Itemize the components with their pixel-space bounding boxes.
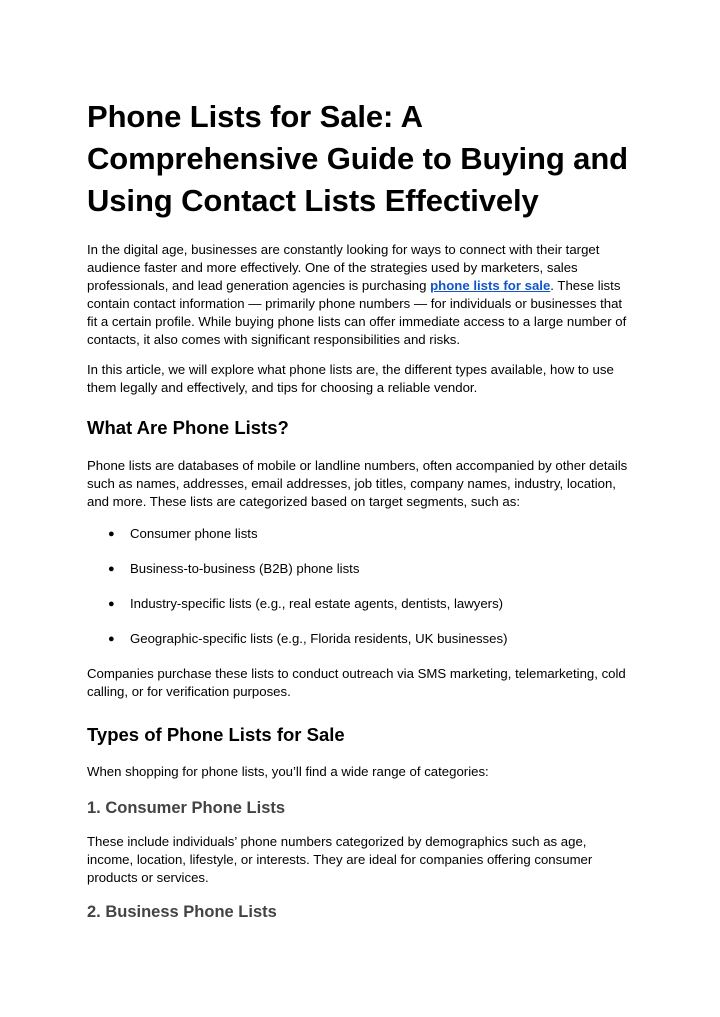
subheading-consumer-phone-lists: 1. Consumer Phone Lists — [87, 799, 286, 817]
types-intro-paragraph: When shopping for phone lists, you’ll find a wide range of categories: — [87, 764, 489, 779]
page-title: Phone Lists for Sale: A Comprehensive Guide to Buying and Using Contact Lists Effectively — [87, 99, 628, 218]
bullet-icon: ● — [108, 633, 115, 645]
intro-paragraph — [87, 241, 635, 349]
bullet-icon: ● — [108, 563, 115, 575]
document-page — [87, 96, 635, 923]
consumer-phone-lists-paragraph: These include individuals’ phone numbers categorized by demographics such as age, income, location, lifestyle, or interests. They are ideal for companies offering consumer products or services. — [87, 834, 593, 885]
list-item — [87, 525, 635, 543]
section-heading-types: Types of Phone Lists for Sale — [87, 724, 345, 745]
bullet-icon: ● — [108, 528, 115, 540]
purchase-purpose-paragraph: Companies purchase these lists to conduct outreach via SMS marketing, telemarketing, cold calling, or for verification purposes. — [87, 666, 626, 699]
list-item — [87, 560, 635, 578]
section-heading-what-are-phone-lists: What Are Phone Lists? — [87, 417, 289, 438]
what-are-phone-lists-paragraph: Phone lists are databases of mobile or landline numbers, often accompanied by other details such as names, addresses, email addresses, job titles, company names, industry, location, and more. These lists are categorized based on target segments, such as: — [87, 458, 628, 509]
intro-text-before-link: In the digital age, businesses are constantly looking for ways to connect with their target audience faster and more effectively. One of the strategies used by marketers, sales professionals, and lead generation agencies is purchasing — [87, 242, 600, 293]
article-overview-paragraph: In this article, we will explore what phone lists are, the different types available, how to use them legally and effectively, and tips for choosing a reliable vendor. — [87, 362, 614, 395]
list-item — [87, 595, 635, 613]
list-item — [87, 630, 635, 648]
subheading-business-phone-lists: 2. Business Phone Lists — [87, 903, 277, 921]
phone-lists-for-sale-link[interactable]: phone lists for sale — [430, 278, 551, 293]
list-item-text: Consumer phone lists — [130, 526, 258, 541]
list-item-text: Industry-specific lists (e.g., real estate agents, dentists, lawyers) — [130, 596, 504, 611]
bullet-icon: ● — [108, 598, 115, 610]
intro-text-after-link: . These lists contain contact information — primarily phone numbers — for individuals or businesses that fit a certain profile. While buying phone lists can offer immediate access to a large number of contacts, it also comes with significant responsibilities and risks. — [87, 278, 627, 347]
list-item-text: Geographic-specific lists (e.g., Florida residents, UK businesses) — [130, 631, 508, 646]
segment-bullet-list — [87, 525, 635, 648]
list-item-text: Business-to-business (B2B) phone lists — [130, 561, 360, 576]
